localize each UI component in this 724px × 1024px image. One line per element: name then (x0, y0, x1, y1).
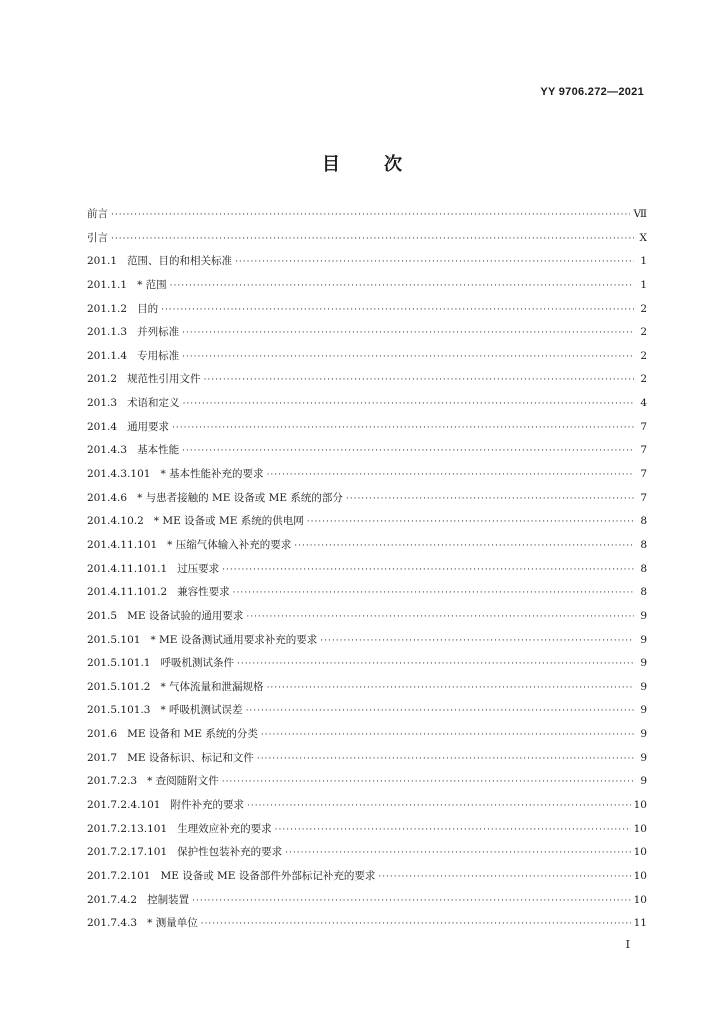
toc-section-title: * ME 设备测试通用要求补充的要求 (150, 633, 318, 646)
toc-section-title: 目的 (137, 302, 159, 315)
toc-page-number: 10 (633, 893, 647, 906)
toc-entry[interactable] (87, 723, 647, 747)
toc-section-title: 术语和定义 (127, 397, 180, 410)
toc-entry[interactable] (87, 250, 647, 274)
toc-section-title: * 范围 (137, 278, 167, 291)
toc-dot-leader (111, 204, 630, 228)
toc-entry[interactable] (87, 770, 647, 794)
toc-section-title: * 呼吸机测试误差 (160, 704, 243, 717)
toc-page-number: 8 (640, 586, 647, 599)
toc-entry[interactable] (87, 439, 647, 463)
toc-dot-leader (204, 369, 634, 393)
toc-entry[interactable] (87, 510, 647, 534)
toc-section-number: 201.1.2 (87, 302, 128, 315)
toc-section-number: 201.4.11.101 (87, 538, 158, 551)
toc-section-number: 201.7 (87, 751, 118, 764)
toc-section-number: 201.1.1 (87, 278, 128, 291)
toc-page-number: 8 (640, 538, 647, 551)
toc-section-title: 兼容性要求 (177, 586, 230, 599)
toc-section-number: 201.2 (87, 373, 118, 386)
toc-page-number: 2 (640, 349, 647, 362)
toc-entry[interactable] (87, 298, 647, 322)
toc-entry[interactable] (87, 865, 647, 889)
toc-section-title: 专用标准 (137, 349, 180, 362)
toc-dot-leader (183, 393, 634, 417)
toc-dot-leader (222, 771, 634, 795)
toc-section-number: 201.5 (87, 609, 118, 622)
toc-dot-leader (257, 748, 634, 772)
toc-page-number: 9 (640, 751, 647, 764)
toc-section-number: 201.4.3.101 (87, 468, 151, 481)
toc-dot-leader (246, 700, 634, 724)
toc-page-number: 7 (640, 444, 647, 457)
toc-section-title: 附件补充的要求 (170, 799, 244, 812)
toc-dot-leader (161, 299, 634, 323)
toc-dot-leader (294, 535, 634, 559)
toc-section-number: 201.7.4.3 (87, 917, 138, 930)
toc-section-title: 生理效应补充的要求 (177, 822, 272, 835)
toc-section-number: 201.5.101.1 (87, 657, 151, 670)
toc-section-number: 201.1 (87, 255, 118, 268)
toc-page-number: 11 (633, 917, 647, 930)
toc-section-title: * ME 设备或 ME 系统的供电网 (153, 515, 304, 528)
toc-section-number: 201.3 (87, 397, 118, 410)
toc-entry[interactable] (87, 227, 647, 251)
toc-entry[interactable] (87, 889, 647, 913)
toc-entry[interactable] (87, 841, 647, 865)
toc-page-number: 9 (640, 680, 647, 693)
toc-dot-leader (307, 511, 634, 535)
toc-section-number: 201.4.3 (87, 444, 128, 457)
toc-section-number: 201.4.11.101.2 (87, 586, 168, 599)
toc-page-number: 2 (640, 373, 647, 386)
toc-page-number: 10 (633, 846, 647, 859)
toc-dot-leader (182, 322, 634, 346)
toc-entry[interactable] (87, 699, 647, 723)
toc-dot-leader (261, 724, 634, 748)
title-char-1: 目 (322, 154, 340, 175)
toc-dot-leader (233, 582, 634, 606)
toc-page-number: 10 (633, 822, 647, 835)
toc-section-title: 并列标准 (137, 326, 180, 339)
toc-entry[interactable] (87, 487, 647, 511)
toc-entry[interactable] (87, 368, 647, 392)
toc-dot-leader (247, 795, 631, 819)
toc-entry[interactable] (87, 463, 647, 487)
toc-entry[interactable] (87, 912, 647, 936)
toc-section-title: 基本性能 (137, 444, 180, 457)
toc-dot-leader (201, 913, 631, 937)
toc-section-title: * 基本性能补充的要求 (160, 468, 264, 481)
page-title (0, 150, 724, 176)
toc-dot-leader (346, 488, 634, 512)
toc-section-number: 201.1.3 (87, 326, 128, 339)
page-number: I (625, 938, 630, 951)
toc-section-title: ME 设备标识、标记和文件 (127, 751, 254, 764)
toc-page-number: 7 (640, 420, 647, 433)
toc-section-number: 201.5.101.3 (87, 704, 151, 717)
toc-dot-leader (237, 653, 634, 677)
toc-entry[interactable] (87, 818, 647, 842)
toc-page-number: 1 (640, 255, 647, 268)
toc-section-title: ME 设备试验的通用要求 (127, 609, 244, 622)
toc-dot-leader (170, 275, 634, 299)
toc-entry[interactable] (87, 534, 647, 558)
toc-section-title: * 查阅随附文件 (147, 775, 219, 788)
toc-section-number: 201.6 (87, 728, 118, 741)
toc-section-number: 201.7.2.13.101 (87, 822, 168, 835)
toc-dot-leader (275, 819, 631, 843)
toc-section-title: * 气体流量和泄漏规格 (160, 680, 264, 693)
toc-dot-leader (235, 251, 634, 275)
toc-section-title: 过压要求 (177, 562, 220, 575)
toc-entry[interactable] (87, 203, 647, 227)
toc-entry[interactable] (87, 416, 647, 440)
toc-page-number: 9 (640, 728, 647, 741)
toc-page-number: 9 (640, 633, 647, 646)
toc-section-title: * 与患者接触的 ME 设备或 ME 系统的部分 (137, 491, 343, 504)
toc-entry[interactable] (87, 794, 647, 818)
toc-dot-leader (320, 630, 634, 654)
toc-section-title: ME 设备或 ME 设备部件外部标记补充的要求 (160, 869, 376, 882)
toc-section-number: 201.7.2.3 (87, 775, 138, 788)
toc-section-number: 201.1.4 (87, 349, 128, 362)
toc-page-number: 9 (640, 704, 647, 717)
toc-entry[interactable] (87, 629, 647, 653)
toc-entry[interactable] (87, 581, 647, 605)
toc-page-number: 7 (640, 468, 647, 481)
toc-section-title: * 压缩气体输入补充的要求 (167, 538, 292, 551)
toc-dot-leader (182, 346, 634, 370)
document-code: YY 9706.272—2021 (540, 86, 644, 98)
toc-section-title: 范围、目的和相关标准 (127, 255, 233, 268)
toc-page-number: 9 (640, 609, 647, 622)
toc-page-number: 4 (640, 397, 647, 410)
toc-entry[interactable] (87, 345, 647, 369)
toc-page-number: 2 (640, 326, 647, 339)
toc-section-title: 通用要求 (127, 420, 170, 433)
toc-dot-leader (111, 228, 634, 252)
toc-section-number: 201.5.101 (87, 633, 141, 646)
toc-page-number: Ⅹ (639, 231, 647, 244)
title-char-2: 次 (384, 154, 402, 175)
toc-section-title: 前言 (87, 208, 108, 220)
toc-page-number: 10 (633, 799, 647, 812)
toc-section-number: 201.4.6 (87, 491, 128, 504)
toc-section-number: 201.7.4.2 (87, 893, 138, 906)
toc-section-title: ME 设备和 ME 系统的分类 (127, 728, 258, 741)
toc-section-number: 201.5.101.2 (87, 680, 151, 693)
toc-entry[interactable] (87, 605, 647, 629)
toc-section-number: 201.7.2.4.101 (87, 799, 161, 812)
toc-entry[interactable] (87, 321, 647, 345)
toc-page-number: Ⅶ (633, 208, 647, 220)
toc-dot-leader (285, 842, 630, 866)
toc-dot-leader (378, 866, 630, 890)
toc-section-title: 保护性包装补充的要求 (177, 846, 283, 859)
toc-section-number: 201.4.10.2 (87, 515, 144, 528)
toc-dot-leader (222, 559, 634, 583)
toc-section-number: 201.7.2.17.101 (87, 846, 168, 859)
toc-dot-leader (267, 464, 634, 488)
toc-dot-leader (267, 677, 634, 701)
toc-page-number: 9 (640, 775, 647, 788)
toc-section-number: 201.7.2.101 (87, 869, 151, 882)
toc-page-number: 2 (640, 302, 647, 315)
toc-page-number: 8 (640, 562, 647, 575)
toc-section-title: 引言 (87, 231, 108, 244)
toc-section-title: 规范性引用文件 (127, 373, 201, 386)
toc-section-title: * 测量单位 (147, 917, 198, 930)
toc-page-number: 7 (640, 491, 647, 504)
toc-entry[interactable] (87, 392, 647, 416)
toc-section-number: 201.4.11.101.1 (87, 562, 168, 575)
toc-dot-leader (172, 417, 634, 441)
toc-page-number: 1 (640, 278, 647, 291)
toc-dot-leader (246, 606, 634, 630)
toc-entry[interactable] (87, 558, 647, 582)
toc-dot-leader (182, 440, 634, 464)
toc-dot-leader (192, 890, 631, 914)
table-of-contents (87, 203, 647, 936)
toc-section-title: 控制装置 (147, 893, 190, 906)
toc-section-number: 201.4 (87, 420, 118, 433)
toc-entry[interactable] (87, 676, 647, 700)
toc-page-number: 8 (640, 515, 647, 528)
toc-entry[interactable] (87, 274, 647, 298)
toc-entry[interactable] (87, 747, 647, 771)
toc-entry[interactable] (87, 652, 647, 676)
toc-page-number: 9 (640, 657, 647, 670)
toc-page-number: 10 (633, 869, 647, 882)
toc-section-title: 呼吸机测试条件 (160, 657, 234, 670)
